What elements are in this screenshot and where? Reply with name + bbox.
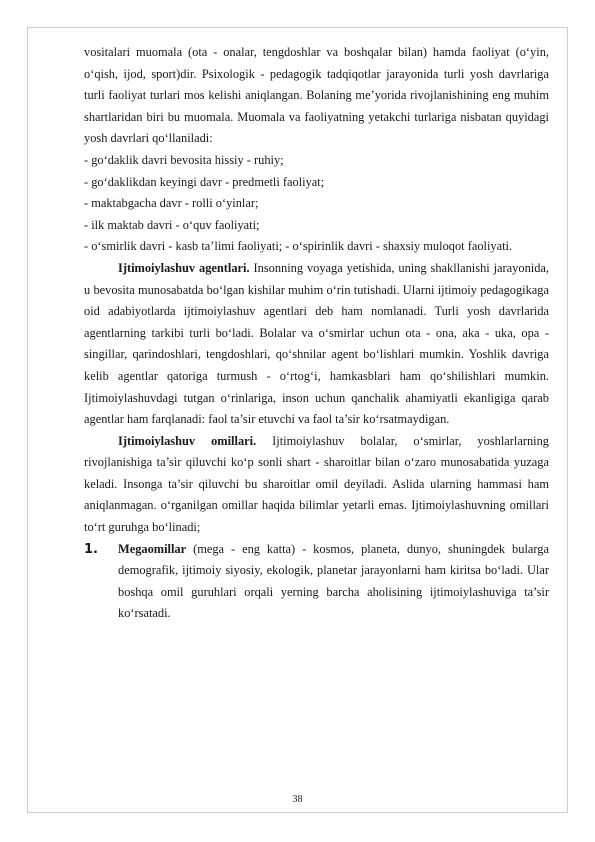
intro-paragraph: vositalari muomala (ota - onalar, tengdoshlar va boshqalar bilan) hamda faoliyat (o‘yin, o‘qish, ijod, sport)dir. Psixologik - pedagogik tadqiqotlar jarayonida turli yosh davrlariga turli faoliyat turlari mos kelishi aniqlangan. Bolaning me’yorida rivojlanishining eng muhim shartlaridan biri bu muomala. Muomala va faoliyatning yetakchi turlariga nisbatan quyidagi yosh davrlari qo‘llaniladi: [84,45,549,146]
numbered-item-text [118,539,549,625]
list-item-4: - ilk maktab davri - o‘quv faoliyati; [84,217,260,232]
agents-heading: Ijtimoiylashuv agentlari. [118,260,250,275]
list-item-1: - go‘daklik davri bevosita hissiy - ruhiy; [84,152,284,167]
item-number: 1. [84,541,98,557]
list-item-5: - o‘smirlik davri - kasb ta’limi faoliyati; - o‘spirinlik davri - shaxsiy muloqot faoliyati. [84,239,513,254]
factors-heading: Ijtimoiylashuv omillari. [118,433,257,448]
factors-paragraph [84,431,549,539]
agents-text: Insonning voyaga yetishida, uning shakllanishi jarayonida, u bevosita munosabatda bo‘lgan kishilar muhim o‘rin tutishadi. Ularni ijtimoiy pedagogikaga oid adabiyotlarda ijtimoiylashuv agentlari deb ham nomlanadi. Turli yosh davrlarida agentlarning tarkibi turli bo‘ladi. Bolalar va o‘smirlar uchun ota - ona, aka - uka, opa - singillar, qarindoshlari, tengdoshlari, qo‘shnilar agent bo‘lishlari mumkin. Yoshlik davriga kelib agentlar qatoriga turmush - o‘rtog‘i, hamkasblari ham qo‘shilishlari mumkin. Ijtimoiylashuvdagi tutgan o‘rinlariga, inson uchun qanchalik ahamiyatli ekanligiga qarab agentlar ham farqlanadi: faol ta’sir etuvchi va faol ta’sir ko‘rsatmaydigan. [84,260,549,427]
page-number: 38 [292,794,303,805]
list-item-2: - go‘daklikdan keyingi davr - predmetli faoliyat; [84,174,325,189]
agents-paragraph [84,258,549,431]
factors-text: Ijtimoiylashuv bolalar, o‘smirlar, yoshlarlarning rivojlanishiga ta’sir qiluvchi ko‘p sonli shart - sharoitlar bilan o‘zaro munosabatida yuzaga keladi. Insonga ta’sir qiluvchi bu sharoitlar omil deyiladi. Aslida ularning hammasi ham aniqlanmagan. o‘rganilgan omillar haqida bilimlar yetarli emas. Ijtimoiylashuvning omillari to‘rt guruhga bo‘linadi; [84,433,549,535]
megaomillar-text: (mega - eng katta) - kosmos, planeta, dunyo, shuningdek bularga demografik, ijtimoiy siyosiy, ekologik, planetar jarayonlarni ham kiritsa bo‘ladi. Ular boshqa omil guruhlari orqali yerning barcha aholisining ijtimoiylashuviga ta’sir ko‘rsatadi. [118,541,549,621]
numbered-item-1 [84,539,549,625]
page-content [84,42,549,625]
megaomillar-heading: Megaomillar [118,541,187,556]
list-item-3: - maktabgacha davr - rolli o‘yinlar; [84,196,259,211]
